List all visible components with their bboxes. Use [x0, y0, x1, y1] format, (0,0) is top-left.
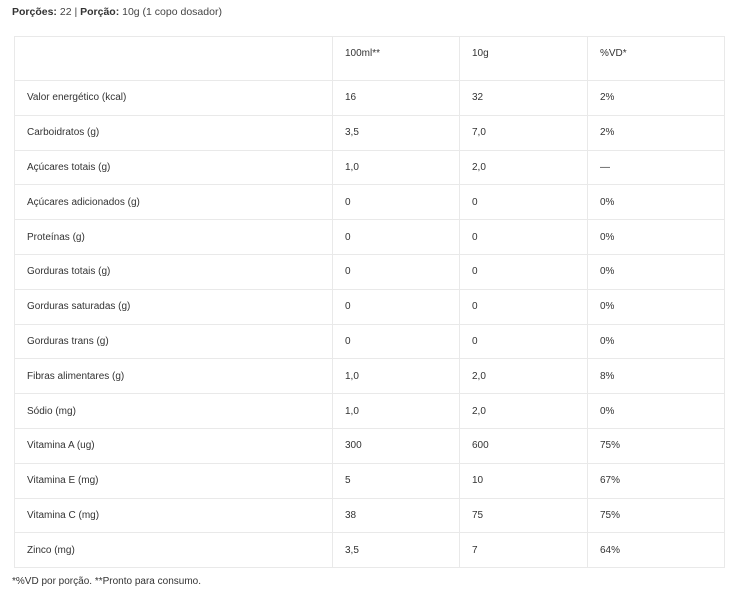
footnote: *%VD por porção. **Pronto para consumo.	[12, 576, 201, 587]
cell-per-100ml: 16	[333, 81, 460, 116]
cell-daily-value: 0%	[588, 220, 725, 255]
servings-label: Porções:	[12, 6, 57, 18]
cell-nutrient: Proteínas (g)	[15, 220, 333, 255]
cell-per-10g: 10	[460, 463, 588, 498]
cell-nutrient: Açúcares totais (g)	[15, 150, 333, 185]
cell-per-10g: 0	[460, 220, 588, 255]
serving-size-value: 10g (1 copo dosador)	[119, 6, 222, 18]
cell-nutrient: Gorduras saturadas (g)	[15, 289, 333, 324]
table-body	[15, 81, 725, 568]
cell-daily-value: 0%	[588, 394, 725, 429]
cell-per-10g: 0	[460, 324, 588, 359]
table-row	[15, 289, 725, 324]
cell-per-100ml: 0	[333, 254, 460, 289]
nutrition-table	[14, 36, 725, 568]
cell-nutrient: Sódio (mg)	[15, 394, 333, 429]
cell-per-10g: 32	[460, 81, 588, 116]
cell-per-100ml: 3,5	[333, 533, 460, 568]
cell-daily-value: 0%	[588, 254, 725, 289]
cell-nutrient: Gorduras totais (g)	[15, 254, 333, 289]
cell-daily-value: 64%	[588, 533, 725, 568]
header-per-10g: 10g	[460, 37, 588, 81]
cell-per-10g: 600	[460, 428, 588, 463]
cell-per-10g: 0	[460, 254, 588, 289]
table-row	[15, 394, 725, 429]
cell-per-100ml: 300	[333, 428, 460, 463]
cell-per-100ml: 0	[333, 289, 460, 324]
table-row	[15, 185, 725, 220]
header-per-100ml: 100ml**	[333, 37, 460, 81]
cell-daily-value: 0%	[588, 289, 725, 324]
table-row	[15, 150, 725, 185]
table-row	[15, 533, 725, 568]
nutrition-table-container	[14, 36, 724, 568]
cell-nutrient: Fibras alimentares (g)	[15, 359, 333, 394]
cell-nutrient: Carboidratos (g)	[15, 115, 333, 150]
cell-nutrient: Vitamina E (mg)	[15, 463, 333, 498]
cell-daily-value: 0%	[588, 324, 725, 359]
cell-per-10g: 2,0	[460, 150, 588, 185]
header-daily-value: %VD*	[588, 37, 725, 81]
table-row	[15, 324, 725, 359]
table-row	[15, 359, 725, 394]
cell-daily-value: 8%	[588, 359, 725, 394]
cell-nutrient: Gorduras trans (g)	[15, 324, 333, 359]
table-row	[15, 220, 725, 255]
cell-per-100ml: 0	[333, 185, 460, 220]
cell-daily-value: 75%	[588, 498, 725, 533]
cell-per-100ml: 1,0	[333, 359, 460, 394]
cell-daily-value: 2%	[588, 115, 725, 150]
cell-per-100ml: 5	[333, 463, 460, 498]
cell-per-100ml: 1,0	[333, 150, 460, 185]
serving-info	[12, 6, 222, 18]
cell-nutrient: Valor energético (kcal)	[15, 81, 333, 116]
cell-per-10g: 0	[460, 289, 588, 324]
cell-per-100ml: 0	[333, 220, 460, 255]
cell-nutrient: Açúcares adicionados (g)	[15, 185, 333, 220]
cell-daily-value: —	[588, 150, 725, 185]
cell-per-10g: 2,0	[460, 359, 588, 394]
cell-per-10g: 7,0	[460, 115, 588, 150]
cell-per-10g: 75	[460, 498, 588, 533]
table-header-row	[15, 37, 725, 81]
cell-per-100ml: 3,5	[333, 115, 460, 150]
table-row	[15, 254, 725, 289]
table-row	[15, 498, 725, 533]
table-row	[15, 463, 725, 498]
cell-nutrient: Zinco (mg)	[15, 533, 333, 568]
cell-daily-value: 75%	[588, 428, 725, 463]
cell-daily-value: 0%	[588, 185, 725, 220]
table-row	[15, 115, 725, 150]
cell-nutrient: Vitamina A (ug)	[15, 428, 333, 463]
cell-per-10g: 2,0	[460, 394, 588, 429]
cell-daily-value: 2%	[588, 81, 725, 116]
table-row	[15, 428, 725, 463]
servings-value: 22 |	[56, 6, 81, 18]
cell-daily-value: 67%	[588, 463, 725, 498]
table-row	[15, 81, 725, 116]
cell-per-100ml: 0	[333, 324, 460, 359]
header-nutrient	[15, 37, 333, 81]
serving-size-label: Porção:	[80, 6, 120, 18]
cell-per-10g: 7	[460, 533, 588, 568]
cell-per-100ml: 1,0	[333, 394, 460, 429]
cell-per-100ml: 38	[333, 498, 460, 533]
cell-per-10g: 0	[460, 185, 588, 220]
cell-nutrient: Vitamina C (mg)	[15, 498, 333, 533]
